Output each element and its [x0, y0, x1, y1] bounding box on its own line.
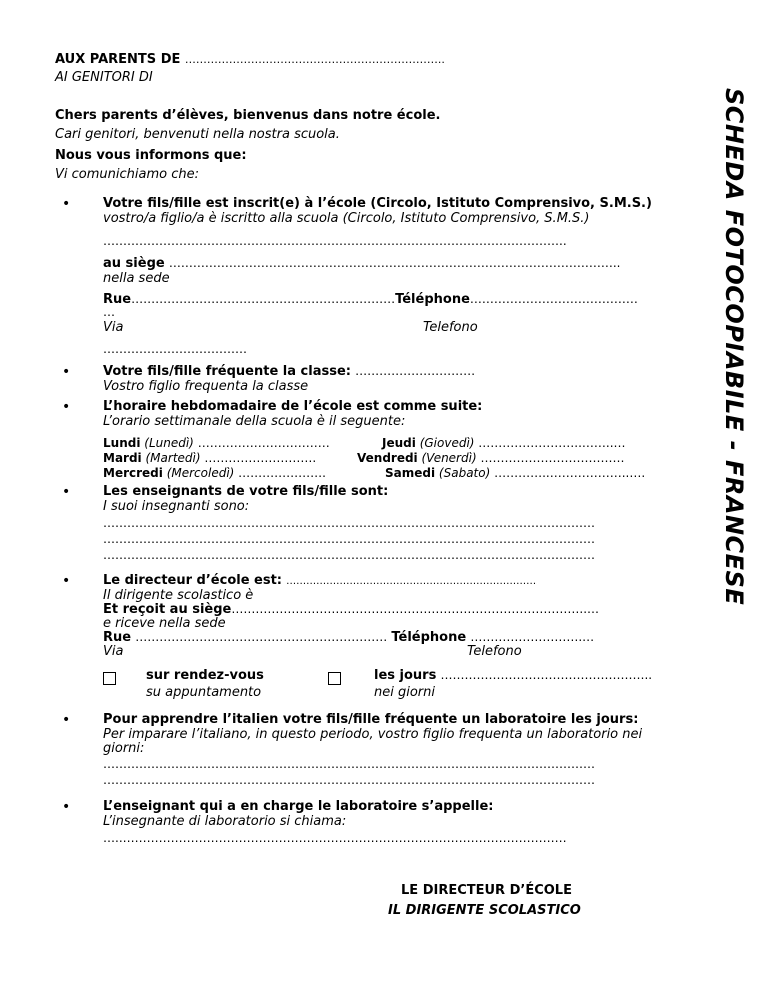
ens-labo-fr: L’enseignant qui a en charge le laboratoire s’appelle:	[103, 799, 494, 814]
day-row-mardi	[103, 451, 316, 465]
day-row-mercredi	[103, 466, 326, 480]
labo-field[interactable]: ……………………………………………………………………………………………………………	[103, 757, 595, 771]
addressee-fr: AUX PARENTS DE	[55, 52, 181, 67]
addressee-it: AI GENITORI DI	[55, 70, 153, 85]
day-fr: Jeudi	[382, 436, 416, 450]
tel-field[interactable]: ……………………………………	[469, 292, 638, 306]
rue-line	[103, 292, 638, 307]
day-it: (Martedì)	[145, 451, 201, 465]
directeur-field[interactable]: …………………………………………………………………	[286, 576, 537, 587]
bullet-icon: •	[62, 399, 71, 415]
rue-it: Via	[103, 320, 124, 335]
school-name-field[interactable]: ……………………………………………………………………………………………………..	[103, 234, 567, 248]
day-it: (Venerdì)	[421, 451, 477, 465]
day-field[interactable]: …………..………………..….	[494, 466, 646, 480]
day-fr: Mardi	[103, 451, 142, 465]
jours-it: nei giorni	[374, 685, 435, 700]
bullet-icon: •	[62, 364, 71, 380]
day-field[interactable]: ……………………..……..…	[478, 436, 626, 450]
rdv-fr: sur rendez-vous	[146, 668, 264, 683]
tel-it: Telefono	[423, 320, 478, 335]
siege-line	[103, 256, 620, 271]
jours-line	[374, 668, 652, 683]
day-it: (Sabato)	[438, 466, 491, 480]
classe-line	[103, 364, 475, 379]
jours-fr: les jours	[374, 668, 437, 683]
ens-labo-field[interactable]: …..…………………………………………………………………………………………………	[103, 831, 567, 845]
day-row-samedi	[385, 466, 645, 480]
classe-field[interactable]: …………………………	[355, 364, 476, 378]
day-it: (Giovedì)	[419, 436, 475, 450]
day-field[interactable]: ………………………………	[480, 451, 625, 465]
recoit-it: e riceve nella sede	[103, 616, 226, 631]
enseignants-field[interactable]: ……………………………………………………………………………………………………………	[103, 532, 595, 546]
classe-it: Vostro figlio frequenta la classe	[103, 379, 309, 394]
directeur-fr: Le directeur d’école est:	[103, 573, 283, 588]
enseignants-fr: Les enseignants de votre fils/fille sont:	[103, 484, 389, 499]
signature-fr: LE DIRECTEUR D’ÉCOLE	[401, 883, 572, 898]
addressee-label	[55, 52, 445, 67]
recoit-line	[103, 602, 599, 617]
jours-checkbox[interactable]	[328, 672, 341, 685]
labo-field[interactable]: ……………………………………………………………………………………………………………	[103, 773, 595, 787]
tel-fr: Téléphone	[395, 292, 470, 307]
rdv-it: su appuntamento	[146, 685, 262, 700]
enseignants-field[interactable]: ……………………………………………………………………………………………………………	[103, 548, 595, 562]
horaire-it: L’orario settimanale della scuola è il seguente:	[103, 414, 406, 429]
inform-fr: Nous vous informons que:	[55, 148, 247, 163]
addressee-dots[interactable]: ……………………………………………………………..	[184, 53, 445, 66]
directeur-it: Il dirigente scolastico è	[103, 588, 254, 603]
classe-fr: Votre fils/fille fréquente la classe:	[103, 364, 351, 379]
dir-tel-field[interactable]: ……………………….…	[470, 630, 595, 644]
recoit-fr: Et reçoit au siège	[103, 602, 232, 617]
rue-fr: Rue	[103, 292, 132, 307]
side-title: SCHEDA FOTOCOPIABILE - FRANCESE	[720, 88, 748, 606]
day-row-jeudi	[382, 436, 626, 450]
bullet-icon: •	[62, 712, 71, 728]
bullet-icon: •	[62, 799, 71, 815]
ens-labo-it: L’insegnante di laboratorio si chiama:	[103, 814, 347, 829]
rdv-checkbox[interactable]	[103, 672, 116, 685]
recoit-field[interactable]: ……………………………………………………………………………..…	[231, 602, 600, 616]
day-field[interactable]: ……………………………	[197, 436, 330, 450]
welcome-fr: Chers parents d’élèves, bienvenus dans notre école.	[55, 108, 441, 123]
horaire-fr: L’horaire hebdomadaire de l’école est comme suite:	[103, 399, 483, 414]
directeur-line	[103, 573, 536, 588]
bullet-icon: •	[62, 196, 71, 212]
labo-fr: Pour apprendre l’italien votre fils/fille fréquente un laboratoire les jours:	[103, 712, 639, 727]
dir-rue-fr: Rue	[103, 630, 132, 645]
rue-cont: …	[103, 305, 115, 319]
enrolled-fr: Votre fils/fille est inscrit(e) à l’école (Circolo, Istituto Comprensivo, S.M.S.)	[103, 196, 652, 211]
bullet-icon: •	[62, 484, 71, 500]
inform-it: Vi comunichiamo che:	[55, 167, 199, 182]
bullet-icon: •	[62, 573, 71, 589]
day-it: (Mercoledì)	[166, 466, 235, 480]
rue-field[interactable]: …………………………………………………………	[131, 292, 396, 306]
labo-it-2: giorni:	[103, 741, 145, 756]
day-field[interactable]: ……………………….	[204, 451, 317, 465]
day-row-vendredi	[357, 451, 624, 465]
dir-tel-fr: Téléphone	[391, 630, 467, 645]
siege-fr: au siège	[103, 256, 165, 271]
day-fr: Lundi	[103, 436, 141, 450]
dir-rue-line	[103, 630, 594, 645]
enseignants-field[interactable]: ……………………………………………………………………………………………………………	[103, 516, 595, 530]
day-row-lundi	[103, 436, 330, 450]
dir-rue-it: Via	[103, 644, 124, 659]
dir-tel-it: Telefono	[467, 644, 522, 659]
dir-rue-field[interactable]: ………………………………………………………	[135, 630, 388, 644]
signature-it: IL DIRIGENTE SCOLASTICO	[388, 903, 581, 918]
jours-field[interactable]: ……………………………………………..	[440, 668, 653, 682]
siege-field[interactable]: …………………………………………………………………………………………………..	[168, 256, 621, 270]
labo-it-1: Per imparare l’italiano, in questo periodo, vostro figlio frequenta un laboratorio nei	[103, 727, 643, 742]
enrolled-it: vostro/a figlio/a è iscritto alla scuola (Circolo, Istituto Comprensivo, S.M.S.)	[103, 211, 590, 226]
day-field[interactable]: ………………….	[238, 466, 326, 480]
extra-field[interactable]: ………………………………	[103, 342, 247, 356]
day-fr: Samedi	[385, 466, 436, 480]
day-it: (Lunedì)	[144, 436, 194, 450]
day-fr: Vendredi	[357, 451, 418, 465]
day-fr: Mercredi	[103, 466, 163, 480]
enseignants-it: I suoi insegnanti sono:	[103, 499, 250, 514]
welcome-it: Cari genitori, benvenuti nella nostra scuola.	[55, 127, 340, 142]
siege-it: nella sede	[103, 271, 170, 286]
